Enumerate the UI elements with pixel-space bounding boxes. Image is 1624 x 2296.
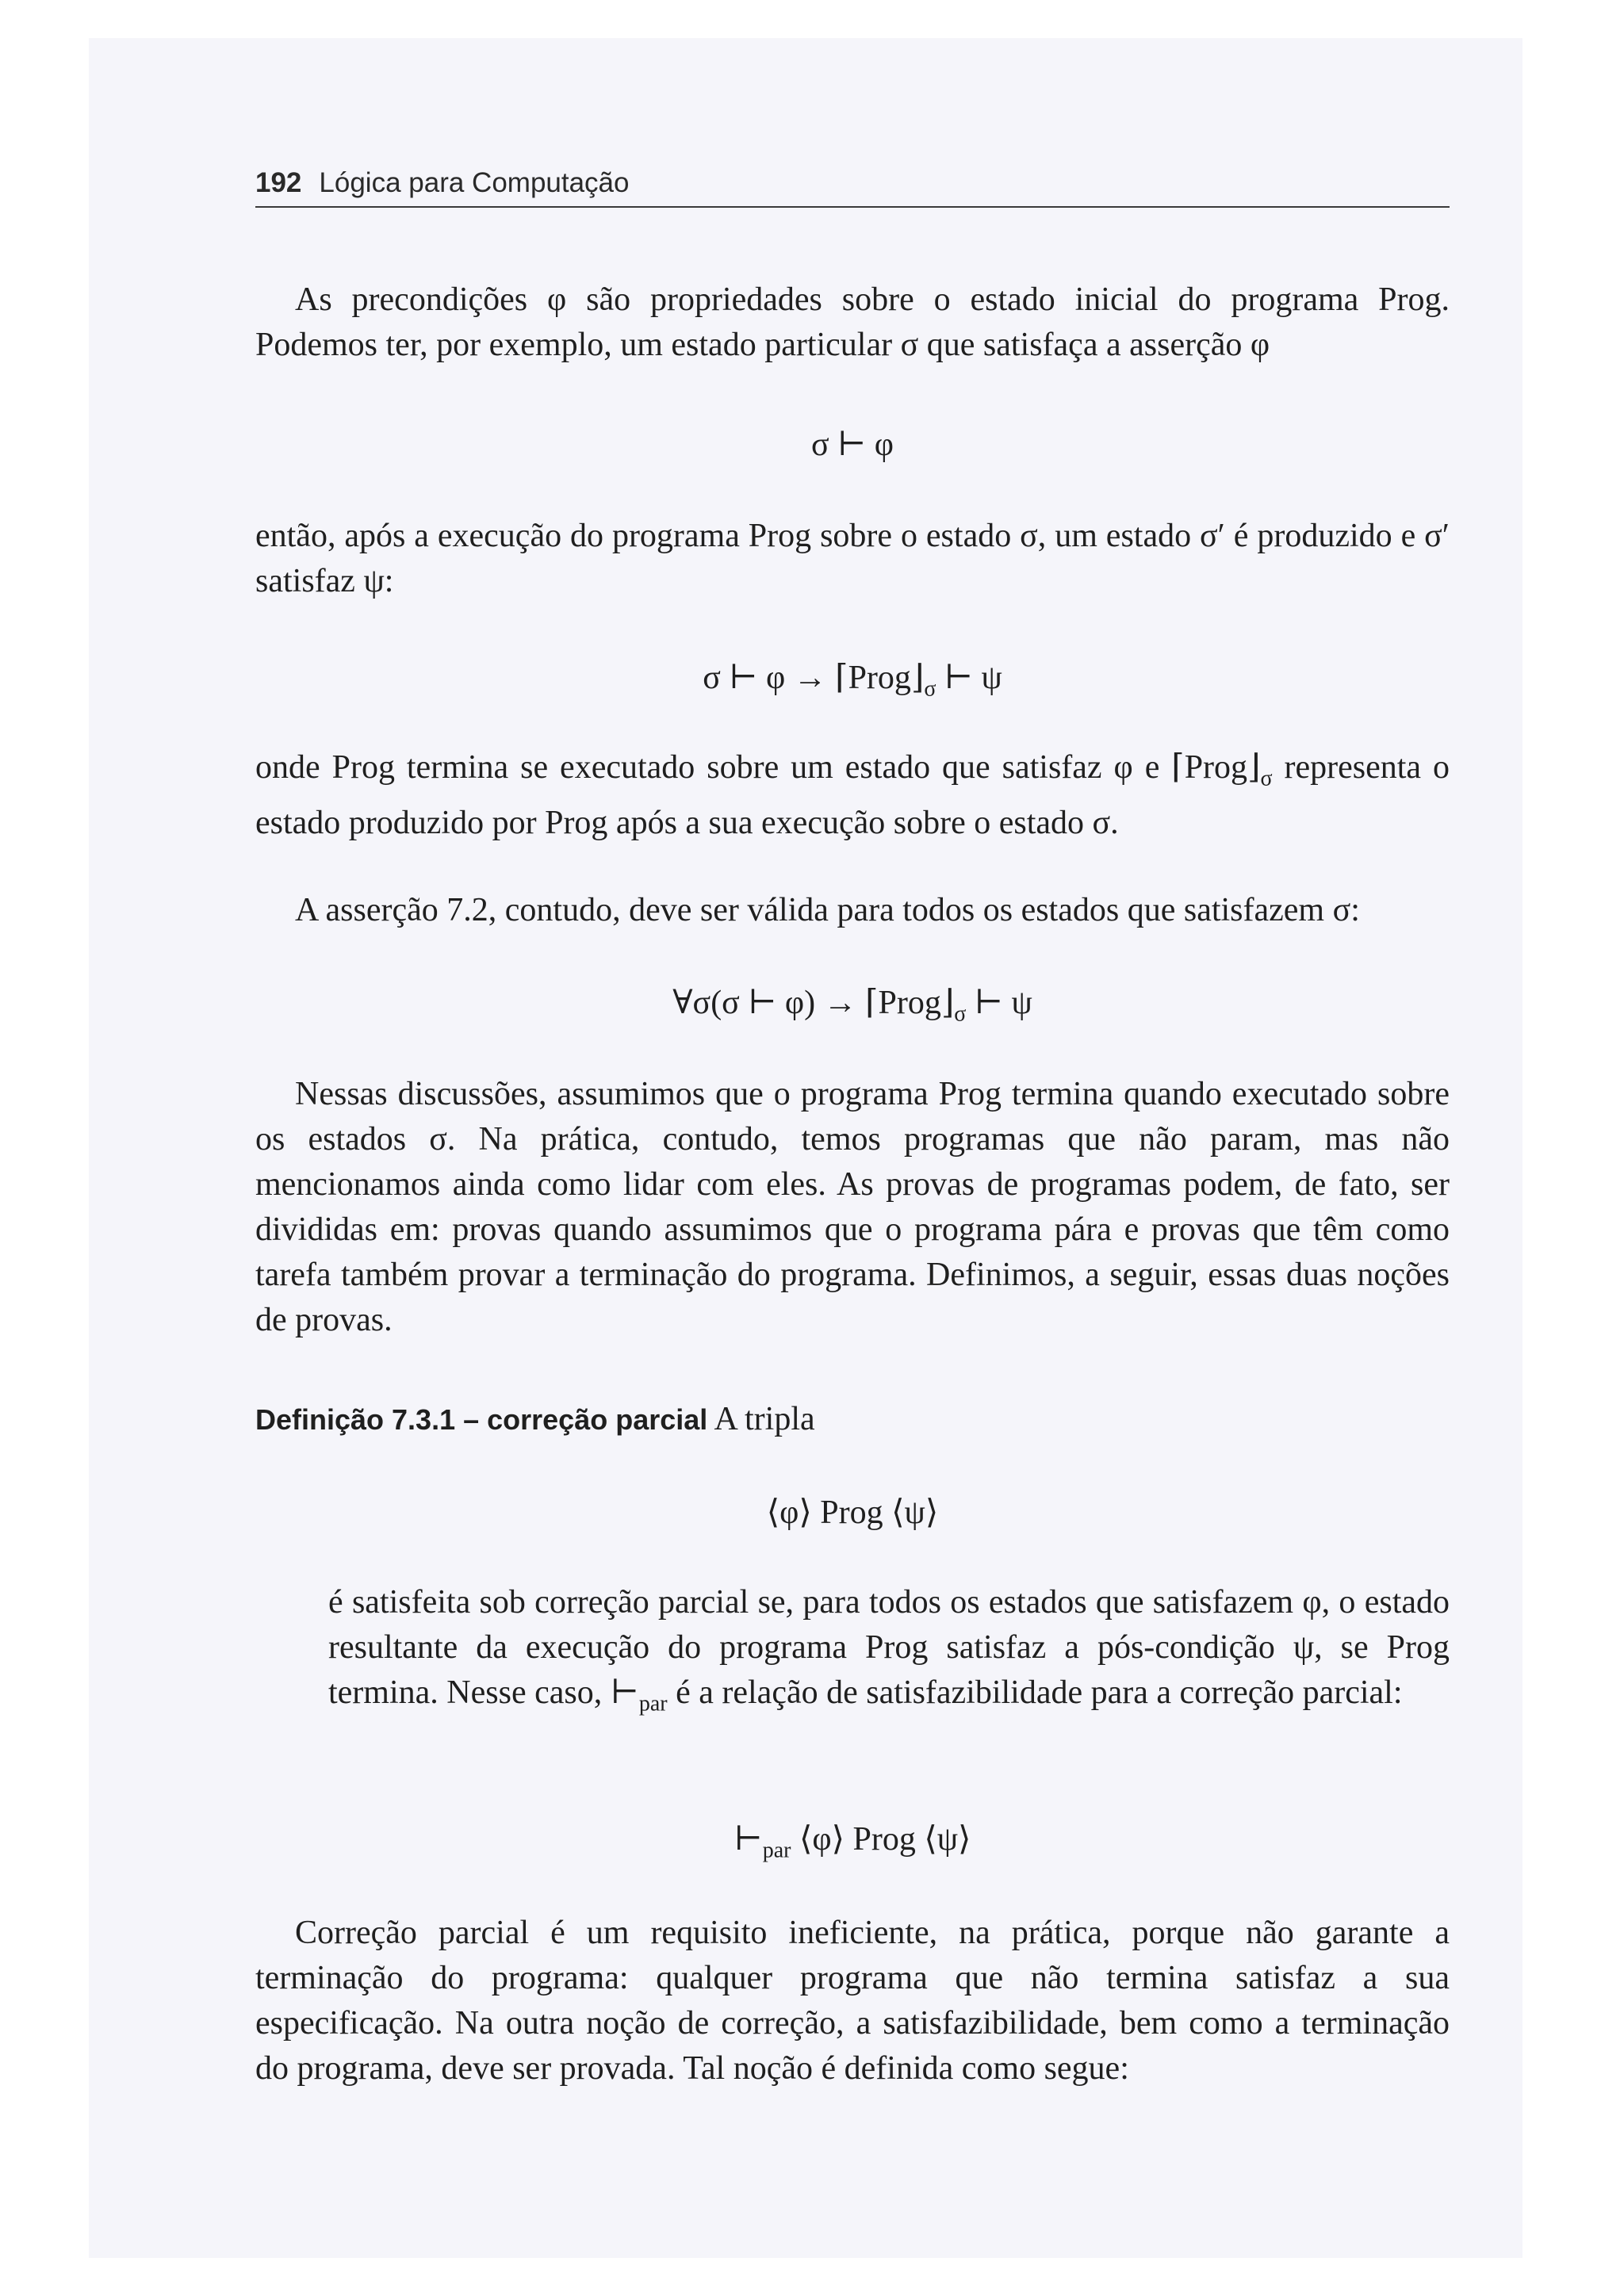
definition-body-subscript: par <box>638 1691 668 1716</box>
equation-partial-turnstile: ⊢ <box>733 1821 763 1858</box>
equation-execution-left: σ ⊢ φ → ⌈Prog⌋ <box>703 660 925 696</box>
paragraph-partial-correctness: Correção parcial é um requisito ineficiente, na prática, porque não garante a terminação do programa: qualquer programa que não termina satisfaz a sua especificação. Na outra noção de correção, a satisfazibilidade, bem como a terminação do programa, deve ser provada. Tal noção é definida como segue: <box>255 1915 1450 2087</box>
definition-body-b: é a relação de satisfazibilidade para a correção parcial: <box>667 1674 1403 1711</box>
paragraph-prog-terminates-b: representa o estado produzido por Prog após a sua execução sobre o estado σ. <box>255 749 1450 842</box>
definition-body <box>328 1580 1450 1726</box>
page-header <box>255 163 1450 208</box>
equation-forall-left: ∀σ(σ ⊢ φ) → ⌈Prog⌋ <box>672 985 955 1021</box>
paragraph-after-execution: então, após a execução do programa Prog sobre o estado σ, um estado σ′ é produzido e σ′ satisfaz ψ: <box>255 518 1450 599</box>
equation-partial-correctness <box>255 1817 1450 1873</box>
definition-heading <box>255 1397 1450 1442</box>
equation-forall <box>255 981 1450 1036</box>
paragraph-preconditions: As precondições φ são propriedades sobre o estado inicial do programa Prog. Podemos ter, por exemplo, um estado particular σ que satisfaça a asserção φ <box>255 281 1450 363</box>
paragraph-discussions: Nessas discussões, assumimos que o programa Prog termina quando executado sobre os estados σ. Na prática, contudo, temos programas que não param, mas não mencionamos ainda como lidar com eles. As provas de programas podem, de fato, ser divididas em: provas quando assumimos que o programa pára e provas que têm como tarefa também provar a terminação do programa. Definimos, a seguir, essas duas noções de provas. <box>255 1076 1450 1338</box>
equation-forall-subscript: σ <box>954 1001 967 1027</box>
paragraph-prog-terminates-subscript: σ <box>1260 766 1273 791</box>
definition-intro: A tripla <box>707 1401 815 1437</box>
equation-partial-rest: ⟨φ⟩ Prog ⟨ψ⟩ <box>791 1821 971 1858</box>
definition-triple: ⟨φ⟩ Prog ⟨ψ⟩ <box>766 1494 939 1531</box>
definition-body-a: é satisfeita sob correção parcial se, para todos os estados que satisfazem φ, o estado resultante da execução do programa Prog satisfaz a pós-condição ψ, se Prog termina. Nesse caso, ⊢ <box>328 1584 1450 1711</box>
equation-forall-right: ⊢ ψ <box>966 985 1032 1021</box>
paragraph-prog-terminates <box>255 745 1450 846</box>
equation-sigma-phi: σ ⊢ φ <box>811 427 894 463</box>
definition-title: Definição 7.3.1 – correção parcial <box>255 1403 708 1436</box>
paragraph-prog-terminates-a: onde Prog termina se executado sobre um estado que satisfaz φ e ⌈Prog⌋ <box>255 749 1261 786</box>
equation-execution <box>255 656 1450 711</box>
equation-partial-subscript: par <box>762 1838 791 1863</box>
equation-execution-right: ⊢ ψ <box>936 660 1002 696</box>
equation-execution-subscript: σ <box>924 676 936 702</box>
page-number: 192 <box>255 167 302 198</box>
paragraph-assertion-7-2: A asserção 7.2, contudo, deve ser válida para todos os estados que satisfazem σ: <box>295 892 1360 928</box>
book-title: Lógica para Computação <box>319 167 630 198</box>
